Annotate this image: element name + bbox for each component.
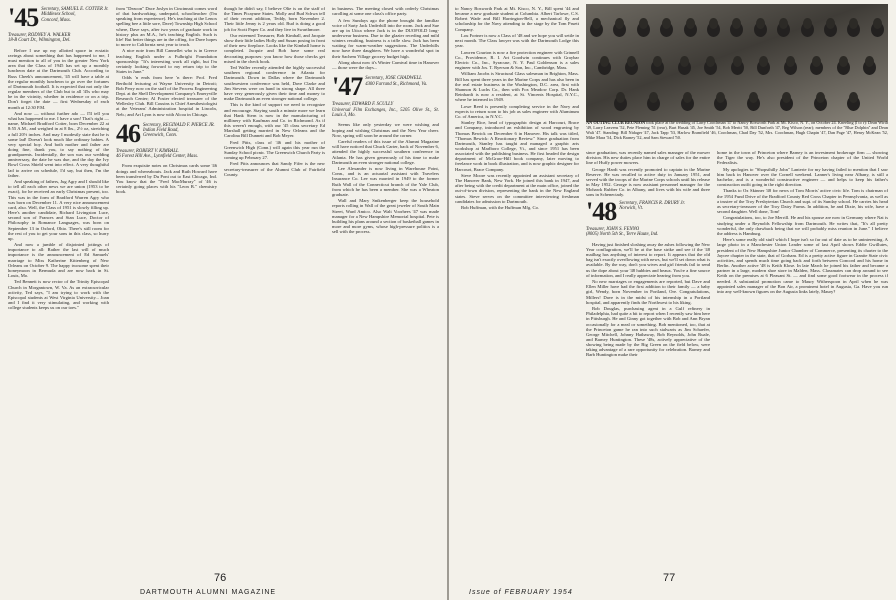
- paragraph: in business. The meeting closed with orderly Christmas carolling at some one class's office party.: [332, 6, 439, 17]
- secretary-address: 4300 Farrand St., Richmond, Va.: [365, 81, 428, 87]
- treasurer-address: Universal Film Exchanges, Inc., 5205 Olive St., St. Louis 3, Mo.: [332, 107, 439, 119]
- paragraph: And now — without further ado — I'll tell you what has happened to me. I have a son! That's right — name, Michael Bradford Cotter, born December 22 at 8:55 A.M., and weighed in at 8 lbs., 2½ oz, stretching a full 20½ inches. And may I modestly state that he is some lad! Doesn't look much like ordinary babies. A very special boy. And both mother and father are doing fine, thank you, to say nothing of the grandparents. Incidentally, the son was our wedding anniversary, the date he was due, and the day the Ivy Bowl Cross Shield went into effect. A very thoughtful lad to arrive on schedule, I'd say, but then, I'm the father.: [8, 110, 109, 178]
- class-year: 46: [116, 118, 140, 148]
- page-number: 76: [214, 572, 227, 584]
- paragraph: George Hardt was recently promoted to captain in the Marine Reserve. He was recalled to active duty in January 1951, and served with the troops of the Marine Corps schools until his release in May 1952. George is now assistant personnel manager for the Mohawk Rubber Co. in Albany, and lives with his wife and three sons in Schenectady.: [586, 166, 710, 198]
- paragraph: Bob Douglas, purchasing agent in a Gulf refinery in Philadelphia, had quite a bit to report when I recently saw him here in Pittsburgh. He and Ginny got together with Bob and Ann Bryan occasionally for a meal or something. Bob mentioned, too, that at the Princeton game he ran into such stalwarts as Jim Schaefer, George Mitchell, Johnny Hathaway, Bob Reynolds, John Ruale, and Barney Huntington. These '48s, actively appreciative of the showing being made by the Big Green on the field below, were taking advantage of a rare opportunity for celebration. Barney and Barb Huntington make their: [586, 306, 710, 358]
- photo-caption: [586, 120, 888, 140]
- class-year: '48: [586, 200, 617, 226]
- page-number: 77: [663, 572, 676, 584]
- page-footer: Issue of FEBRUARY 1954: [469, 589, 573, 596]
- secretary-address: Norwich, Vt.: [619, 206, 644, 212]
- treasurer-label: Treasurer, JOHN S. FENNO: [586, 227, 640, 232]
- paragraph: This is the kind of support we need to recognize and encourage. Staying south a minute more we learn that Hank Stern is now in the manufacturing of millinery with Kaufman and Co. in Richmond. As if this weren't enough, with our '45 class secretary Ed Marshall getting married in New Orleans and the Carolina Bill Dunnett and Bob Meyer.: [224, 102, 325, 139]
- left-col-2: [116, 6, 217, 566]
- paragraph: Seems like only yesterday we were wishing and hoping and wishing Christmas and the New Year cheer. Now, spring will soon be around the corner.: [332, 122, 439, 138]
- paragraph: Fred Pitts announces that Sandy Fifer is the new secretary-treasurer of the Alumni Club of Fairfield County.: [224, 161, 325, 177]
- secretary-block: [41, 7, 108, 23]
- paragraph: A nice note from Bill Cannellet who is in Greece teaching English under a Fulbright Foundation sponsorship: "It's interesting work all right, but I'm certainly looking forward to my return trip to the States in June.": [116, 48, 217, 75]
- paragraph: From exquisite notes on Christmas cards some '46 doings and whereabouts. Jack and Ruth Howard have been transferred by Du Pont out to East Chicago, Ind. You know that the "Fred MacMurray" of '46 is certainly going places with his "Leon B." chemistry book.: [116, 163, 217, 195]
- paragraph: Ted Bennett is now rector of the Trinity Episcopal Church in Morgantown, W. Va. As an extracurricular activity, Ted says, "I am trying to work with the Episcopal students at West Virginia University... Joan and I find it very stimulating, and working with college students keeps us on our toes.": [8, 279, 109, 311]
- class-year: '47: [332, 72, 363, 102]
- treasurer-label: Treasurer, ROBERT V. KIMBALL: [116, 148, 179, 154]
- class-47-heading: [332, 72, 439, 102]
- paragraph: Lowe Reed is presently completing service in the Navy and expects to return soon to his job as sales engineer with Aluminum Co. of America, in N.Y.C.: [455, 103, 579, 119]
- paragraph: Odds 'n ends from here 'n there: Prof. Fred Berthold lecturing at Wayne University in Detroit; Bob Perry now on the staff of the Process Engineering Dept. at the Shell Development Company's Emeryville Research Center; Al Foster elected treasurer of the Wellesley Club. Bill Cousins is Chief Anesthesiologist at the Veterans' Administration hospital in Lincoln, Neb.; and Art Lyon is now with Alcoa in Chicago.: [116, 75, 217, 117]
- right-col-2: [586, 200, 710, 560]
- paragraph: Fred Pitts, class of '46 and his mother of Greenwich High (Conn.) will again this year run the Sunday School picnic. The Greenwich Church Party is coming up February 27.: [224, 139, 325, 161]
- paragraph: Ted Waller recently attended the highly successful southern regional conference in Atlanta for Dartmouth. Down in Dallas where the Dartmouth southwestern conference was held, Dave Clarke and Jim Stevens were on hand in strong shape. All three have very generously given their time and money to make Dartmouth an even stronger national college.: [224, 65, 325, 102]
- paragraph: Lee Alexander is now living in Warehouse Point, Conn., and is an actuarial assistant with Travelers Insurance Co. Lee was married in 1949 to the former Ruth Wall of the Connecticut branch of the Yale Club, from which he has been a member. She was a Wheaton graduate.: [332, 166, 439, 197]
- secretary-block: [365, 76, 427, 87]
- treasurer-label: Treasurer, EDWARD F. SCULLY: [332, 102, 394, 108]
- right-page: [449, 0, 896, 600]
- class-46-heading: [116, 118, 217, 148]
- paragraph: Lou Fortner is now a Class of '48 and we hope you will settle in next month. The Class lawyer was with the Dartmouth Lodge this year.: [455, 32, 579, 49]
- secretary-label: Secretary, REGINALD F. PIERCE JR.: [143, 122, 215, 128]
- paragraph: Having just finished sloshing away the ashes following the New Year conflagration, we'll be at the base strike and see if the '48 mailbag has anything of interest to report. It appears that the old bag isn't exactly overflowing with news, but we'll set down what is available. By the way, don't you wives and girl friends fail to send us the dope about your '48 hubbies and beaux. You're a fine source of information, and I really appreciate hearing from you.: [586, 241, 710, 278]
- paragraph: Wall and Mary Snikenberger keep the household reports rolling in Wall of the great jeweler of South Main Street, Ward Amico. Also Walt Voorhees '47 was made manager for a New Hampshire Memorial hospital. Pete is building his plans around a section of basketball games in more and more gyms, whose high-pressure politics is a sell with the process.: [332, 198, 439, 235]
- paragraph: Lawren Courton is now a fire protection engineer with Grinnell Co., Providence, R. I. Art Goodwin continues with Graybar Electric Co., Inc., Syracuse, N. Y. Paul Goldenson is a sales engineer with Jos. T. Ryerson & Son, Inc., Cambridge, Mass.: [455, 49, 579, 71]
- class-48-heading: [586, 200, 710, 226]
- secretary-address: Indian Field Road,: [143, 128, 179, 134]
- paragraph: And now a jumble of disjointed jottings of importance to all: Rather the last will of much importance is the announcement of Ed Samuels' marriage to Miss Katherine Kittenberg of New Orleans on October 9. The happy twosome spent their honeymoon in Bermuda and are now back in St. Louis, Mo.: [8, 242, 109, 279]
- left-col-3: [224, 6, 325, 566]
- caption-body: took place at the wedding of Larry Coochman '47 to Nancy Bosworth Park at Mt. Kisco, N. Y., on October 24. Kneeling (l to r): Dean Wirth '49, Larry Leavens '52, Pete Fleming '51 (rear), Burt Husak '45, Joe Smith '54, Bob Meritt '50, Bill Dunforth '47, Reg Wilson (rear); members of the "Blue Dolphin" and Dean Walt '47. Standing: Bill Nidager '47, Jack Tapp '53, Harlow Bramfield '46, Coochman, Chad Day '52, Mrs. Coochman, Hugh Chapin '47, Dan Page '47, Henry McKean '52, Mike Mara '54, Dick Barney '52, and Sam Steward '50.: [586, 120, 888, 140]
- caption-title: AN OUTING CLUB REUNION: [586, 120, 646, 125]
- secretary-block: [143, 123, 215, 139]
- paragraph: from "Deacon" Dace Joslyn in Cincinnati comes word of that hardworking, underpaid, schoolteacher (I'm speaking from experience). He's teaching at the Lenox spelling bee a little sore, Dave) Township High School where, Dave says, after two years of graduate work in history plus an M.A., he's teaching English. Such is life! But better things are in the offing, for Dave hopes to move to California next year to teach.: [116, 6, 217, 48]
- reunion-photo: [586, 4, 888, 122]
- paragraph: home in the town of Princeton where Barney is an investment brokerage firm — showing the Tiger the way. He's also president of the Princeton chapter of the United World Federalists.: [717, 150, 888, 166]
- left-col-4: [332, 6, 439, 566]
- paragraph: Stanley Rice, head of typographic design at Harcourt, Brace and Company, introduced an exhibition of wood engraving by Thomas Bewick on December 6 in Hanover. His talk was titled, "Thomas Bewick: A Reactionary Review." Since graduation from Dartmouth, Stanley has taught and managed a graphic arts workshop at Marlboro College, Vt., and since 1951 has been associated with the publishing business. He first headed the design department of McGraw-Hill book company, later moving to freelance work in book illustration, and is now graphic designer for Harcourt, Brace Company.: [455, 120, 579, 172]
- paragraph: My apologies to "Shopsthilly John" Lanterie for my having failed to mention that I saw him back in Hanover over the Cornell weekend. Lanner's living near Albany, is still a bachelor, and is a wonderful constructive engineer — and helps to keep his father's construction outfit going in the right direction.: [717, 166, 888, 188]
- paragraph: Careful readers of this issue of the Alumni Magazine will have noticed that Chuck Carter, back of November 6, attended the highly successful southern conference in Atlanta. He has given generously of his time to make Dartmouth an even stronger national college.: [332, 139, 439, 165]
- paragraph: No new marriages or engagements are reported, but Dave and Ellen Miller have had the first addition to their family — a baby girl, Wendy, born November in Portland, Ore. Congratulations, Millers! Dave is in the midst of his internship in a Portland hospital, and apparently finds the Northwest to his liking.: [586, 279, 710, 305]
- paragraph: Before I use up my allotted space in ecstatic ravings about something that has happened to me, I must mention to all of you in the greater New York area that the Class of 1945 has set up a monthly luncheon date at the Dartmouth Club. According to Russ Cheek's announcement, '45 will have a table at the regular monthly luncheon to go over the fortunes of Dartmouth football. It is expected that not only the regular members of the Club but to all '45s who may be in the vicinity, whether in residence or on a trip. Don't forget the date — first Wednesday of each month at 12:30 P.M.: [8, 47, 109, 110]
- paragraph: though he didn't say, I believe Olie is on the staff of the Times Picayune States. Molly and Bud Schwa tell of their recent addition, Teddy, born November 2. Their little Jenny is 2 years old. Bud is doing a good job for Scott Paper Co. and they live in Swarthmore.: [224, 6, 325, 32]
- secretary-address: Middlesex School,: [41, 12, 76, 18]
- paragraph: Bob Huffman, with the Huffman Mfg. Co.: [461, 205, 540, 211]
- page-footer: DARTMOUTH ALUMNI MAGAZINE: [140, 589, 277, 596]
- paragraph: William Jacobs is Structural Glass salesman in Brighton, Mass. Bill has spent three years in the Marine Corps and has also been in the real estate business in the Washington, D.C. area, first with Shannon & Luchs Co., then with Fox Meadow Corp. Dr. Hank Reinhardt is now a resident, at St. Vincents Hospital, N.Y.C., where he interned in 1949.: [455, 71, 579, 103]
- secretary-label: Secretary, SAMUEL E. COTTER Jr.: [41, 7, 109, 12]
- secretary-block: [619, 201, 685, 212]
- paragraph: Thanks to Ox Skinner '48 for news of Tom Morris' active civic life. Tom is chairman of the 1954 Fund Drive of the Bradford County Red Cross Chapter in Pennsylvania, as well as a trustee of the Troy Presbyterian Church and supt. of its Sunday school. He carries his head as secretary-treasurer of the Troy Dairy Farms. In addition, he and Dixie, his wife, have a second daughter. Well done, Tom!: [717, 188, 888, 215]
- paragraph: to Nancy Bosworth Park at Mt. Kisco, N. Y., Bill spent '44 and became a new graduate student at Columbia. Albert Tarlowe, C.S. Robert Wade and Bill Harrington-Bell, a mechanical fly and scholarship for the Navy attending to the stage by the Tom Pruett Company.: [455, 6, 579, 32]
- paragraph: Our esteemed Treasurer, Bob Kimball, and Jacquie show their little ladies Holly and Susan posing in front of their new fireplace. Looks like the Kimball home is completed. Jacquie and Bob have some real decorating purposes: you know how those checks get mixed in the check book.: [224, 32, 325, 64]
- secretary-label: Secretary, FRANCIS R. DRURY Jr.: [619, 201, 685, 206]
- paragraph: And speaking of fathers, Jug Agry and I should like to tell all each other news we are union (1953 to be exact), for he received an early Christmas present, too. This was in the form of Bradford Warren Agry who was born on December 11. A very nice announcement card, also. Well, the Class of 1951 is slowly filling up. Here's another candidate, Richard Livingston Luce, second son of Frances and Stan Luce, Doctor of Philosophy in Romance Languages, was born on September 13 in Oxford, Ohio. There's still room for the rest of you to get your sons in this class, so hurry up.: [8, 179, 109, 241]
- class-year: '45: [8, 6, 39, 32]
- paragraph: Here's some really old stuff which I hope isn't so far out of date as to be uninteresting. A large photo in a Manchester Union Leader some of last April shows Eddie Gwillutes, president of the New Hampshire Junior Chamber of Commerce, presenting its charter to the Jaycee chapter in the state, that of Gorham. Ed is a pretty active figure in Granite State civic activities, and spends much time going back and forth between Concord and his home in Berlin. Another active '48 is Keith Klose. In late March he joined his father and became a partner in a large, modern shoe store in Malden, Mass. Classmates can drop around to see Keith on the premises at 6 Pleasant St. — and find some good footwear in the process if needed. A substantial promotion came to Maury Witherspoon in April when he was appointed sales manager of the Bon Air, a prominent hotel in Augusta, Ga. Have you run into any well-known figures on the Augusta links lately, Maury?: [717, 237, 888, 294]
- treasurer-address: (8005) North 5th St., Terre Haute, Ind.: [586, 232, 659, 238]
- paragraph: Congratulations, too, to Joe Merrill. He and his spouse are now in Germany where Nat is studying under a Reynolds Fellowship from Dartmouth. He writes that, "It's all pretty wonderful, the only drawback being that we will probably miss reunion in June." I believe the address is Hamburg.: [717, 215, 888, 236]
- paragraph: Steve Moore was recently appointed an assistant secretary of The Hanover Bank, New York. He joined this bank in 1947, and after being with the credit department at the main office, joined the out-of-town division, representing the bank in the New England states. Steve serves on the committee interviewing freshman candidates for admission to Dartmouth.: [455, 172, 579, 204]
- paragraph: Along about now it's Winter Carnival time in Hanover — those were the days...: [332, 59, 439, 71]
- treasurer-address: 46 Forest Hill Ave., Lynnfield Center, Mass.: [116, 154, 199, 160]
- secretary-label: Secretary, JOSE CHADWELL: [365, 76, 422, 82]
- paragraph: since graduation, was recently named sales manager of the mower division. His new duties place him in charge of sales for the entire line of Huffy power mowers.: [586, 150, 710, 166]
- right-col-1: [455, 6, 579, 566]
- secretary-address: Greenwich, Conn.: [143, 133, 178, 139]
- secretary-address: Concord, Mass.: [41, 17, 71, 23]
- class-45-heading: [8, 6, 109, 32]
- paragraph: A few Sundays ago the phone brought the familiar voice of Sarty Jack Underhill into the room. Jack and Sue are up in Utica where Jack is in the DUOFOLD long-underwear business. Due to the glazier receding and mild winters resulting, business is a trifle slow. Jack has been waiting for warm-weather suggestions. The Underhills now have three daughters. We have a wonderful spot in their Sachem Village grocery budget high.: [332, 17, 439, 59]
- right-col-2-top: [586, 150, 710, 198]
- left-page: [0, 0, 447, 600]
- left-col-1: [8, 6, 109, 312]
- right-col-3: [717, 150, 888, 560]
- treasurer-address: 18-B Court Dr., Wilmington, Del.: [8, 38, 71, 44]
- treasurer-label: Treasurer, RODNEY A. WALKER: [8, 33, 71, 38]
